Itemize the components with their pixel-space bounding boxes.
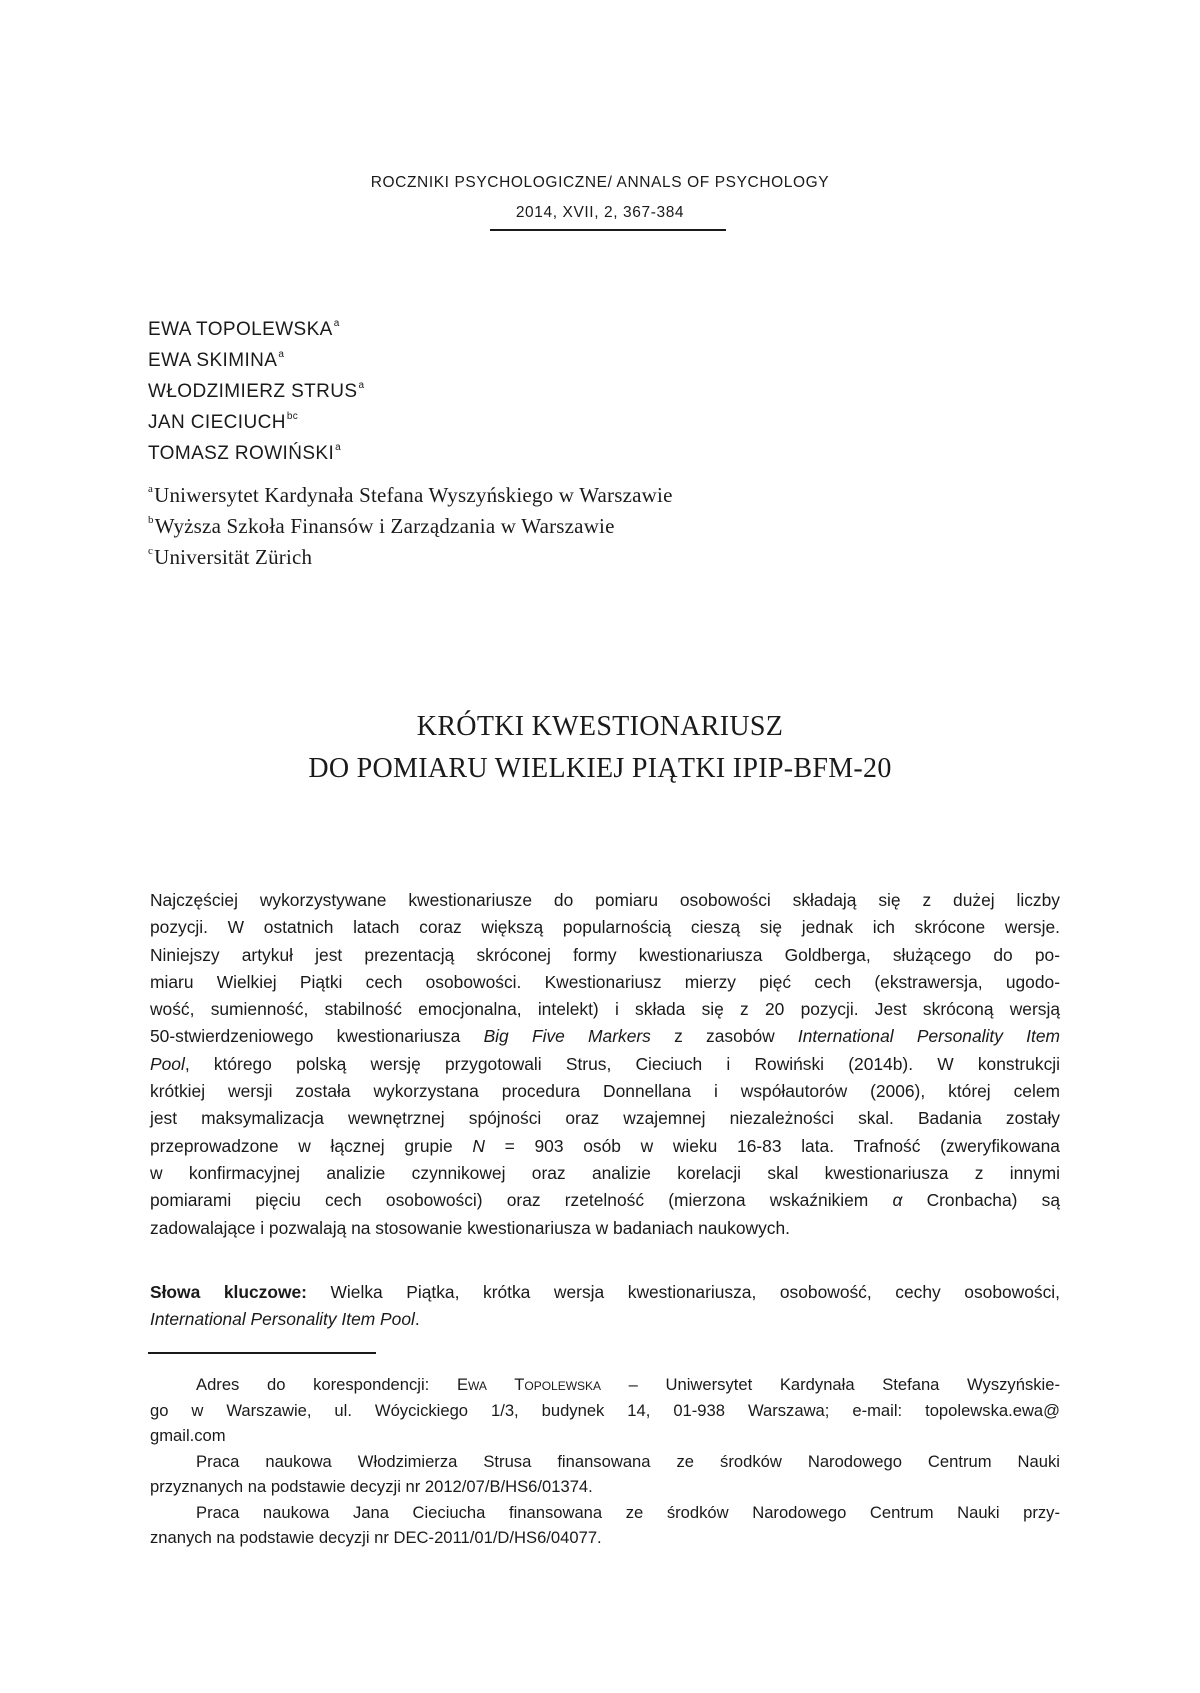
affiliation: $^b$Wyższa Szkoła Finansów i Zarządzania w Warszawie (148, 514, 615, 538)
abstract-line: 50-stwierdzeniowego kwestionariusza Big Five Markers z zasobów International Personality Item (150, 1026, 1060, 1047)
abstract-line: pozycji. W ostatnich latach coraz większą popularnością cieszą się jednak ich skrócone wersje. (150, 917, 1060, 938)
keywords-line: International Personality Item Pool. (150, 1309, 420, 1330)
footnote-line: Praca naukowa Jana Cieciucha finansowana ze środków Narodowego Centrum Nauki przy- (196, 1502, 1060, 1522)
title-line-2: DO POMIARU WIELKIEJ PIĄTKI IPIP-BFM-20 (308, 753, 892, 784)
abstract-line: jest maksymalizacja wewnętrznej spójności oraz wzajemnej niezależności skal. Badania zostały (150, 1108, 1060, 1129)
author: TOMASZ ROWIŃSKI$^a$ (148, 442, 342, 464)
footnote-line: go w Warszawie, ul. Wóycickiego 1/3, budynek 14, 01-938 Warszawa; e-mail: topolewska.ewa@ (150, 1400, 1060, 1420)
author: JAN $CIECIUCH^{bc}$ (148, 411, 299, 433)
keywords-label: Słowa kluczowe: (150, 1282, 307, 1302)
abstract-line: Niniejszy artykuł jest prezentacją skróconej formy kwestionariusza Goldberga, służącego do po- (150, 944, 1060, 965)
journal-header (0, 168, 1200, 228)
footnote-line: gmail.com (150, 1426, 226, 1445)
abstract (150, 887, 1060, 1242)
header-rule (490, 229, 726, 231)
abstract-line: Najczęściej wykorzystywane kwestionariusze do pomiaru osobowości składają się z dużej liczby (150, 890, 1060, 910)
paper-title (0, 706, 1200, 790)
abstract-line: pomiarami pięciu cech osobowości) oraz rzetelność (mierzona wskaźnikiem α Cronbacha) są (150, 1190, 1060, 1211)
abstract-line: wość, sumienność, stabilność emocjonalna, intelekt) i składa się z 20 pozycji. Jest skróconą wersją (150, 999, 1060, 1020)
abstract-line: w konfirmacyjnej analizie czynnikowej oraz analizie korelacji skal kwestionariusza z innymi (150, 1162, 1060, 1183)
affiliation: $^a$Uniwersytet Kardynała Stefana Wyszyńskiego w Warszawie (148, 483, 673, 507)
footnotes (150, 1372, 1060, 1551)
author: EWA SKIMINA$^a$ (148, 349, 285, 371)
author-list (148, 308, 364, 463)
abstract-line: przeprowadzone w łącznej grupie N = 903 osób w wieku 16-83 lata. Trafność (zweryfikowana (150, 1135, 1060, 1156)
abstract-line: zadowalające i pozwalają na stosowanie kwestionariusza w badaniach naukowych. (150, 1217, 790, 1238)
footnote-line: znanych na podstawie decyzji nr DEC-2011/01/D/HS6/04077. (150, 1528, 602, 1547)
author: EWA TOPOLEWSKA$^a$ (148, 318, 340, 340)
abstract-line: krótkiej wersji została wykorzystana procedura Donnellana i współautorów (2006), której celem (150, 1081, 1060, 1102)
abstract-line: miaru Wielkiej Piątki cech osobowości. Kwestionariusz mierzy pięć cech (ekstrawersja, ugodo- (150, 971, 1060, 992)
keywords (150, 1279, 1060, 1334)
journal-citation: 2014, XVII, 2, 367-384 (515, 204, 685, 221)
affiliation-list (148, 474, 673, 567)
abstract-line: Pool, którego polską wersję przygotowali Strus, Cieciuch i Rowiński (2014b). W konstrukcji (150, 1053, 1060, 1074)
footnote-rule (148, 1352, 376, 1354)
affiliation: $^c$Universität Zürich (148, 545, 313, 569)
keywords-line: Słowa kluczowe: Wielka Piątka, krótka wersja kwestionariusza, osobowość, cechy osobowości, (150, 1282, 1060, 1302)
author: WŁODZIMIERZ STRUS$^a$ (148, 380, 365, 402)
footnote-line: Adres do korespondencji: Ewa Topolewska – Uniwersytet Kardynała Stefana Wyszyńskie- (196, 1375, 1060, 1394)
footnote-line: Praca naukowa Włodzimierza Strusa finansowana ze środków Narodowego Centrum Nauki (196, 1451, 1060, 1471)
title-line-1: KRÓTKI KWESTIONARIUSZ (416, 711, 784, 742)
journal-name: ROCZNIKI PSYCHOLOGICZNE/ ANNALS OF PSYCHOLOGY (370, 174, 830, 191)
footnote-line: przyznanych na podstawie decyzji nr 2012/07/B/HS6/01374. (150, 1477, 593, 1496)
